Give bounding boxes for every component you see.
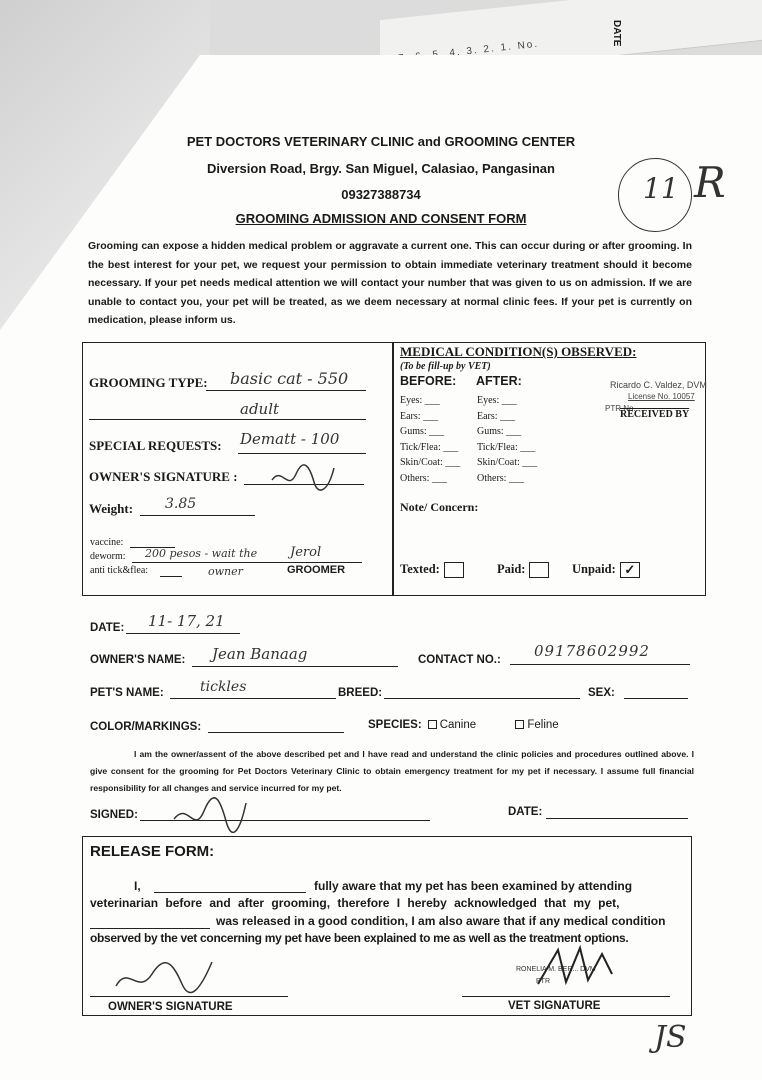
antitick-label: anti tick&flea:	[90, 565, 149, 576]
vaccine-label: vaccine:	[90, 537, 124, 548]
sex-line	[624, 698, 688, 699]
feline-checkbox[interactable]	[515, 720, 524, 729]
release-line3: was released in a good condition, I am also aware that if any medical condition	[216, 914, 666, 928]
release-vet-line	[462, 996, 670, 997]
medical-title: MEDICAL CONDITION(S) OBSERVED:	[400, 344, 637, 359]
release-name-line	[154, 892, 306, 893]
owner-signature-icon	[268, 462, 338, 498]
species-field: SPECIES: Canine Feline	[368, 719, 559, 731]
deworm-label: deworm:	[90, 551, 126, 562]
special-requests-label: SPECIAL REQUESTS:	[89, 438, 222, 453]
breed-label: BREED:	[338, 687, 383, 699]
corner-initials: JS	[654, 1020, 687, 1055]
special-requests-line	[238, 453, 366, 454]
vet-ptr: PTR No.	[605, 404, 636, 413]
date-label: DATE:	[90, 622, 125, 634]
medical-subtitle: (To be fill-up by VET)	[400, 361, 491, 372]
clinic-phone: 09327388734	[341, 187, 421, 202]
date-line	[126, 633, 240, 634]
grooming-type-label: GROOMING TYPE:	[89, 375, 208, 390]
received-by-label: RECEIVED BY	[620, 409, 690, 420]
pet-name-label: PET'S NAME:	[90, 687, 164, 699]
vet-license: License No. 10057	[628, 392, 695, 401]
grooming-type-value2: adult	[240, 400, 280, 418]
release-pet-line	[90, 928, 210, 929]
breed-line	[384, 698, 580, 699]
texted-field[interactable]: Texted:	[400, 562, 464, 578]
pet-name-value: tickles	[200, 679, 247, 695]
before-label: BEFORE:	[400, 374, 457, 388]
deworm-value: 200 pesos - wait the	[145, 547, 258, 560]
vet-name: Ricardo C. Valdez, DVM	[610, 380, 707, 390]
vet-stamp-ptr: PTR	[536, 978, 550, 985]
grooming-type-line	[206, 390, 366, 391]
contact-label: CONTACT NO.:	[418, 654, 501, 666]
before-items: Eyes: ___ Ears: ___ Gums: ___ Tick/Flea: ___ Skin/Coat: ___ Others: ___	[400, 395, 461, 484]
intro-paragraph: Grooming can expose a hidden medical problem or aggravate a current one. This can occur during or after grooming. In the best interest for your pet, we request your permission to obtain immediate veterinary treatment should it become necessary. If your pet needs medical attention we will contact your number that was given to us on admission. If we are unable to contact you, your pet will be treated, as we deem necessary at normal clinic fees. If your pet is currently on medication, please inform us.	[88, 240, 692, 326]
release-line1-a: I,	[134, 879, 141, 893]
pet-name-line	[170, 698, 336, 699]
release-line4: observed by the vet concerning my pet have been explained to me as well as the treatment options.	[90, 931, 629, 945]
unpaid-field[interactable]: Unpaid: ✓	[572, 562, 640, 578]
release-vet-label: VET SIGNATURE	[508, 1000, 601, 1012]
release-line2: veterinarian before and after grooming, therefore I hereby acknowledged that my pet,	[90, 896, 620, 910]
color-markings-label: COLOR/MARKINGS:	[90, 721, 202, 733]
after-items: Eyes: ___ Ears: ___ Gums: ___ Tick/Flea: ___ Skin/Coat: ___ Others: ___	[477, 395, 538, 484]
owner-name-label: OWNER'S NAME:	[90, 654, 186, 666]
owner-signature-label: OWNER'S SIGNATURE :	[89, 469, 238, 484]
release-line1-b: fully aware that my pet has been examined by attending	[314, 879, 633, 893]
box-divider	[392, 342, 394, 596]
signed-signature-icon	[170, 795, 250, 839]
sex-label: SEX:	[588, 687, 615, 699]
paid-field[interactable]: Paid:	[497, 562, 549, 578]
date-value: 11- 17, 21	[148, 612, 225, 630]
grooming-type-line2	[89, 419, 366, 420]
weight-label: Weight:	[89, 501, 134, 516]
form-title: GROOMING ADMISSION AND CONSENT FORM	[235, 211, 527, 226]
clinic-name: PET DOCTORS VETERINARY CLINIC and GROOMING CENTER	[186, 134, 576, 149]
note-label: Note/ Concern:	[400, 500, 479, 514]
weight-value: 3.85	[165, 496, 197, 512]
owner-name-value: Jean Banaag	[212, 645, 308, 663]
margin-numbers: 5. 4. 3. 2. 1. No.	[431, 38, 540, 61]
color-markings-line	[208, 732, 344, 733]
deworm-line	[132, 562, 362, 563]
consent-paragraph: I am the owner/assent of the above described pet and I have read and understand the clinic policies and procedures outlined above. I give consent for the grooming for Pet Doctors Veterinary Clinic to obtain emergency treatment for my pet if necessary. I assume full financial responsibility for all changes and service incurred for my pet.	[90, 749, 694, 793]
antitick-line	[160, 576, 182, 577]
special-requests-value: Dematt - 100	[240, 430, 340, 448]
release-owner-label: OWNER'S SIGNATURE	[108, 1001, 233, 1013]
owner-name-line	[192, 666, 398, 667]
contact-line	[510, 664, 690, 665]
grooming-type-value: basic cat - 550	[230, 369, 349, 388]
vet-signature-icon	[528, 944, 618, 994]
release-owner-signature-icon	[108, 956, 218, 1000]
owner-word: owner	[208, 565, 243, 578]
release-owner-line	[90, 996, 288, 997]
signed-date-label: DATE:	[508, 806, 543, 818]
groomer-label: GROOMER	[287, 564, 346, 576]
clinic-address: Diversion Road, Brgy. San Miguel, Calasiao, Pangasinan	[207, 161, 555, 176]
annotation-letter: R	[694, 158, 726, 207]
canine-checkbox[interactable]	[428, 720, 437, 729]
vet-stamp-name: RONELIA M. BER... DVM	[516, 966, 596, 973]
after-label: AFTER:	[476, 374, 522, 388]
release-title: RELEASE FORM:	[90, 843, 215, 860]
annotation-number: 11	[643, 172, 679, 205]
weight-line	[140, 515, 255, 516]
groomer-name: Jerol	[290, 545, 322, 560]
contact-value: 09178602992	[534, 642, 650, 660]
margin-date-label: DATE	[611, 20, 622, 47]
signed-date-line	[546, 818, 688, 819]
signed-label: SIGNED:	[90, 809, 138, 821]
